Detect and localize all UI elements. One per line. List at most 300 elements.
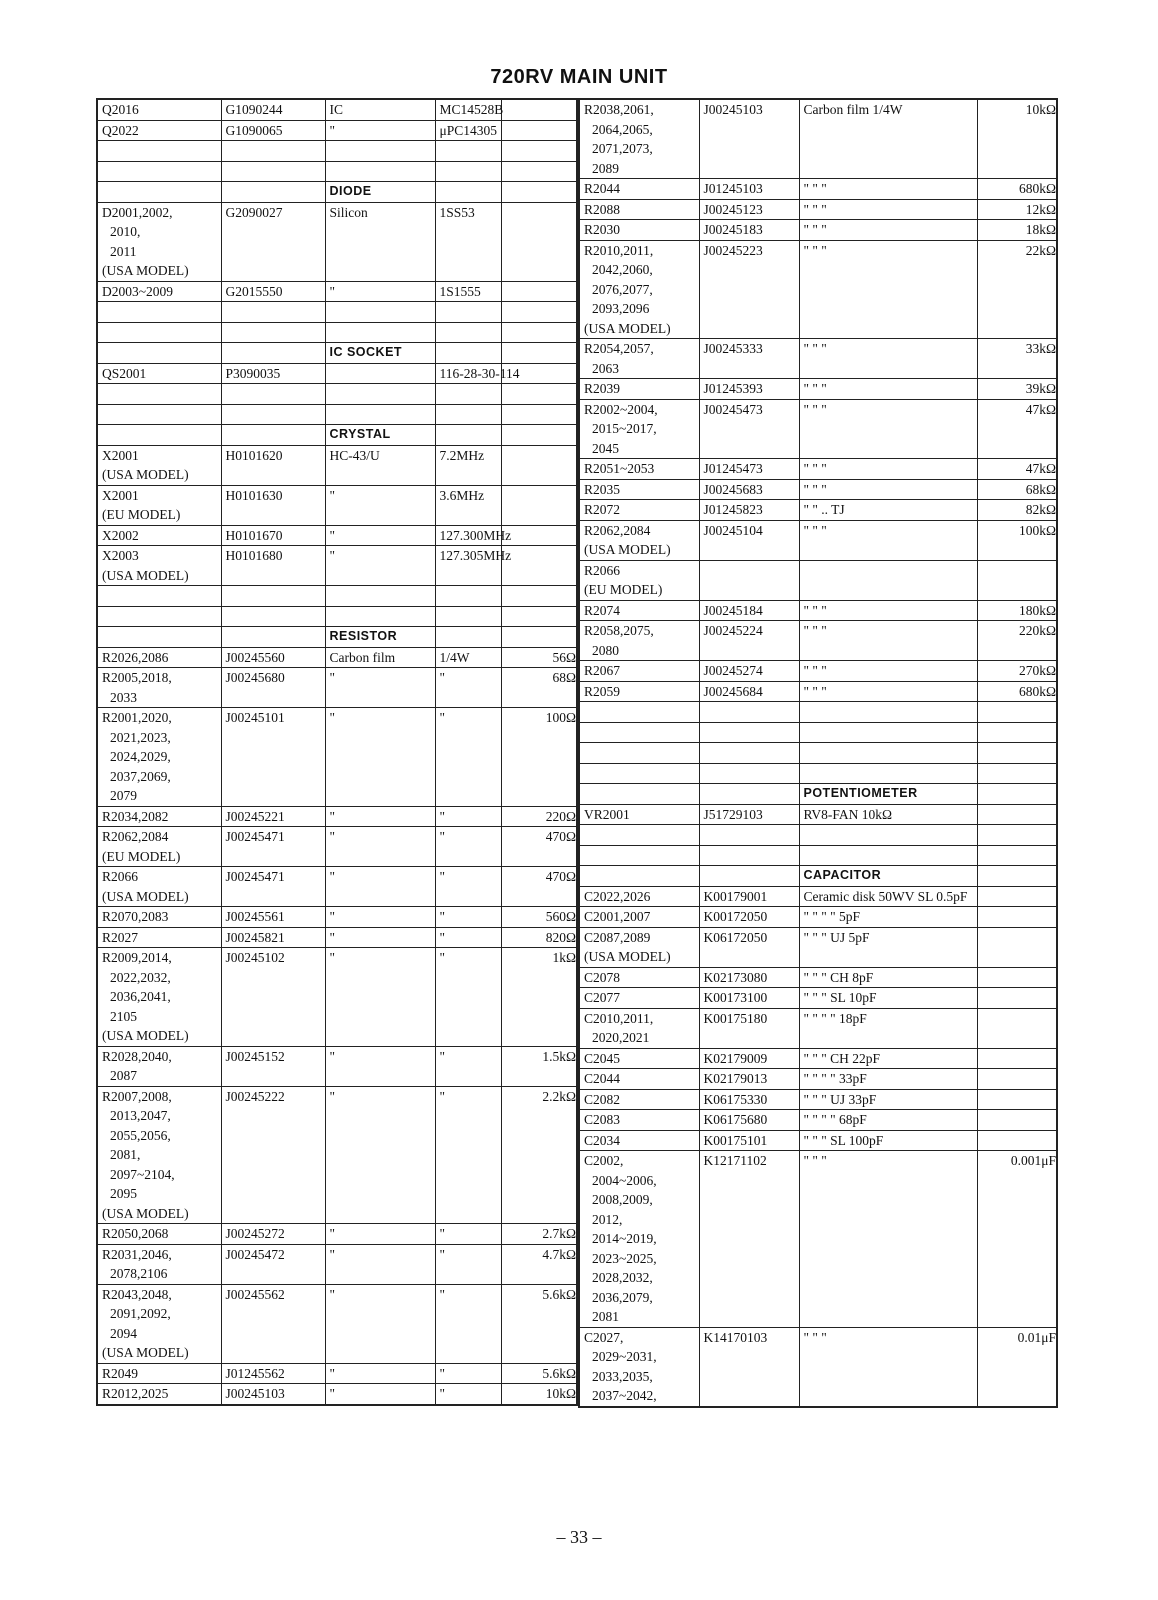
part-number-cell: J01245562 (221, 1363, 325, 1384)
description-cell: " (325, 927, 435, 948)
table-row (97, 867, 577, 887)
value-cell (977, 641, 1057, 661)
table-row (579, 299, 1057, 319)
ref-cell: 2010, (97, 222, 221, 242)
value-cell (501, 1106, 577, 1126)
spec-cell (435, 987, 501, 1007)
ref-cell: (EU MODEL) (97, 505, 221, 525)
value-cell (501, 767, 577, 787)
value-cell (977, 1347, 1057, 1367)
value-cell: 100kΩ (977, 520, 1057, 540)
description-cell (325, 987, 435, 1007)
value-cell: 33kΩ (977, 339, 1057, 359)
part-number-cell (221, 404, 325, 425)
spec-cell (435, 1007, 501, 1027)
value-cell (501, 1126, 577, 1146)
value-cell (501, 747, 577, 767)
spec-cell: " (435, 1046, 501, 1066)
ref-cell: C2087,2089 (579, 927, 699, 947)
description-cell: " " " (799, 399, 977, 419)
table-row (97, 1145, 577, 1165)
value-cell: 22kΩ (977, 240, 1057, 260)
description-cell: " " " (799, 621, 977, 641)
ref-cell: R2050,2068 (97, 1224, 221, 1245)
value-cell (501, 786, 577, 806)
table-row (97, 363, 577, 384)
part-number-cell: J00245473 (699, 399, 799, 419)
part-number-cell (221, 505, 325, 525)
table-row (97, 728, 577, 748)
value-cell (977, 825, 1057, 846)
description-cell (799, 1249, 977, 1269)
ref-cell: 2091,2092, (97, 1304, 221, 1324)
spec-cell (435, 1145, 501, 1165)
spec-cell (435, 1324, 501, 1344)
value-cell: 1.5kΩ (501, 1046, 577, 1066)
ref-cell: 2045 (579, 439, 699, 459)
part-number-cell (221, 1343, 325, 1363)
description-cell (325, 847, 435, 867)
table-row (579, 907, 1057, 928)
spec-cell (435, 425, 501, 446)
spec-cell (435, 606, 501, 627)
spec-cell (435, 847, 501, 867)
ref-cell: (EU MODEL) (579, 580, 699, 600)
ref-cell: 2079 (97, 786, 221, 806)
ref-cell: 2087 (97, 1066, 221, 1086)
value-cell (977, 159, 1057, 179)
value-cell (501, 242, 577, 262)
description-cell: Carbon film (325, 647, 435, 668)
description-cell (799, 1171, 977, 1191)
part-number-cell (699, 866, 799, 887)
description-cell (325, 566, 435, 586)
value-cell: 270kΩ (977, 661, 1057, 682)
part-number-cell (699, 319, 799, 339)
value-cell (977, 947, 1057, 967)
part-number-cell: J00245184 (699, 600, 799, 621)
ref-cell (579, 866, 699, 887)
part-number-cell (699, 540, 799, 560)
value-cell (977, 763, 1057, 784)
value-cell (501, 728, 577, 748)
description-cell: " (325, 1046, 435, 1066)
spec-cell (435, 222, 501, 242)
description-cell (799, 560, 977, 580)
table-row (97, 281, 577, 302)
value-cell: 680kΩ (977, 179, 1057, 200)
spec-cell (435, 1106, 501, 1126)
value-cell (501, 606, 577, 627)
value-cell (977, 280, 1057, 300)
value-cell: 220kΩ (977, 621, 1057, 641)
value-cell (977, 907, 1057, 928)
description-cell (799, 159, 977, 179)
description-cell (799, 1347, 977, 1367)
value-cell (977, 702, 1057, 723)
value-cell (977, 1288, 1057, 1308)
part-number-cell (699, 280, 799, 300)
ref-cell: Q2022 (97, 120, 221, 141)
description-cell (799, 139, 977, 159)
table-row (579, 500, 1057, 521)
table-row (97, 847, 577, 867)
description-cell: " " " UJ 5pF (799, 927, 977, 947)
description-cell (799, 1288, 977, 1308)
value-cell (977, 1249, 1057, 1269)
ref-cell: R2062,2084 (579, 520, 699, 540)
part-number-cell (699, 743, 799, 764)
description-cell: " (325, 1384, 435, 1405)
description-cell (325, 1126, 435, 1146)
ref-cell: 2078,2106 (97, 1264, 221, 1284)
ref-cell (97, 425, 221, 446)
ref-cell: 2036,2041, (97, 987, 221, 1007)
description-cell: " (325, 1224, 435, 1245)
part-number-cell: J00245560 (221, 647, 325, 668)
description-cell (799, 1367, 977, 1387)
part-number-cell (221, 987, 325, 1007)
description-cell: " " " " 68pF (799, 1110, 977, 1131)
description-cell (799, 299, 977, 319)
description-cell: " " " (799, 1327, 977, 1347)
description-cell (325, 322, 435, 343)
value-cell: 220Ω (501, 806, 577, 827)
value-cell (501, 281, 577, 302)
section-heading: RESISTOR (325, 627, 435, 648)
ref-cell: R2051~2053 (579, 459, 699, 480)
table-row (97, 566, 577, 586)
value-cell (977, 580, 1057, 600)
ref-cell: (USA MODEL) (97, 1204, 221, 1224)
table-row (97, 242, 577, 262)
ref-cell (579, 743, 699, 764)
value-cell (501, 1304, 577, 1324)
spec-cell (435, 322, 501, 343)
page-title: 720RV MAIN UNIT (490, 66, 668, 88)
ref-cell: X2002 (97, 525, 221, 546)
spec-cell (435, 1304, 501, 1324)
spec-cell: " (435, 806, 501, 827)
description-cell: " " " " 5pF (799, 907, 977, 928)
value-cell (501, 1343, 577, 1363)
ref-cell (97, 161, 221, 182)
part-number-cell (221, 1066, 325, 1086)
ref-cell: 2014~2019, (579, 1229, 699, 1249)
ref-cell: R2001,2020, (97, 708, 221, 728)
part-number-cell: J00245101 (221, 708, 325, 728)
spec-cell (435, 465, 501, 485)
description-cell: " " " (799, 339, 977, 359)
ref-cell (97, 627, 221, 648)
description-cell: " " " (799, 179, 977, 200)
description-cell (325, 688, 435, 708)
section-heading: DIODE (325, 182, 435, 203)
description-cell (325, 161, 435, 182)
ref-cell: (USA MODEL) (579, 319, 699, 339)
ref-cell: 2036,2079, (579, 1288, 699, 1308)
table-row (579, 967, 1057, 988)
table-row (579, 1229, 1057, 1249)
part-number-cell (221, 302, 325, 323)
description-cell (799, 260, 977, 280)
spec-cell (435, 161, 501, 182)
ref-cell: (USA MODEL) (97, 566, 221, 586)
part-number-cell (221, 1264, 325, 1284)
value-cell (977, 299, 1057, 319)
spec-cell (435, 1264, 501, 1284)
table-row (579, 641, 1057, 661)
part-number-cell: J00245471 (221, 867, 325, 887)
value-cell (501, 586, 577, 607)
table-row (579, 1028, 1057, 1048)
value-cell: 18kΩ (977, 220, 1057, 241)
ref-cell: 2042,2060, (579, 260, 699, 280)
spec-cell (435, 1126, 501, 1146)
table-row (579, 784, 1057, 805)
table-row (97, 1066, 577, 1086)
part-number-cell: K02179013 (699, 1069, 799, 1090)
ref-cell: R2044 (579, 179, 699, 200)
part-number-cell: J01245473 (699, 459, 799, 480)
table-row (97, 261, 577, 281)
table-row (97, 161, 577, 182)
table-row (579, 399, 1057, 419)
ref-cell: 2063 (579, 359, 699, 379)
part-number-cell: G2015550 (221, 281, 325, 302)
part-number-cell (221, 1324, 325, 1344)
part-number-cell: K14170103 (699, 1327, 799, 1347)
ref-cell: C2077 (579, 988, 699, 1009)
value-cell (501, 627, 577, 648)
value-cell (501, 1007, 577, 1027)
value-cell (501, 120, 577, 141)
value-cell: 68kΩ (977, 479, 1057, 500)
description-cell: " " " (799, 199, 977, 220)
table-row (97, 627, 577, 648)
description-cell (799, 947, 977, 967)
ref-cell (579, 845, 699, 866)
ref-cell: 2013,2047, (97, 1106, 221, 1126)
table-row (97, 907, 577, 928)
part-number-cell: K00175180 (699, 1008, 799, 1028)
part-number-cell: H0101630 (221, 485, 325, 505)
part-number-cell (699, 359, 799, 379)
value-cell: 680kΩ (977, 681, 1057, 702)
ref-cell: R2038,2061, (579, 99, 699, 120)
table-row (97, 1086, 577, 1106)
table-row (579, 580, 1057, 600)
section-heading: IC SOCKET (325, 343, 435, 364)
description-cell (325, 586, 435, 607)
ref-cell: R2088 (579, 199, 699, 220)
value-cell: 68Ω (501, 668, 577, 688)
table-row (579, 1190, 1057, 1210)
description-cell: " " " (799, 220, 977, 241)
spec-cell (435, 302, 501, 323)
description-cell (325, 1184, 435, 1204)
table-row (97, 806, 577, 827)
spec-cell (435, 566, 501, 586)
spec-cell: " (435, 708, 501, 728)
part-number-cell (221, 1145, 325, 1165)
table-row (579, 1347, 1057, 1367)
spec-cell: 1S1555 (435, 281, 501, 302)
spec-cell (435, 1343, 501, 1363)
description-cell: " (325, 281, 435, 302)
spec-cell (435, 343, 501, 364)
table-row (97, 968, 577, 988)
value-cell: 5.6kΩ (501, 1284, 577, 1304)
description-cell (799, 1307, 977, 1327)
parts-table-left (96, 98, 578, 1406)
table-row (579, 845, 1057, 866)
ref-cell: 2021,2023, (97, 728, 221, 748)
description-cell (799, 280, 977, 300)
table-row (579, 359, 1057, 379)
value-cell (501, 161, 577, 182)
spec-cell (435, 586, 501, 607)
part-number-cell (699, 825, 799, 846)
spec-cell (435, 141, 501, 162)
ref-cell: R2062,2084 (97, 827, 221, 847)
description-cell: " " " SL 10pF (799, 988, 977, 1009)
description-cell (799, 319, 977, 339)
value-cell (977, 1069, 1057, 1090)
table-row (579, 825, 1057, 846)
value-cell: 2.2kΩ (501, 1086, 577, 1106)
part-number-cell: J51729103 (699, 804, 799, 825)
description-cell (799, 763, 977, 784)
description-cell: " (325, 668, 435, 688)
table-row (579, 540, 1057, 560)
ref-cell: 2093,2096 (579, 299, 699, 319)
description-cell: " " " (799, 1151, 977, 1171)
value-cell (501, 987, 577, 1007)
table-row (579, 1008, 1057, 1028)
part-number-cell: J00245183 (699, 220, 799, 241)
value-cell (501, 1264, 577, 1284)
value-cell: 1kΩ (501, 948, 577, 968)
part-number-cell (699, 1347, 799, 1367)
value-cell (977, 139, 1057, 159)
spec-cell: " (435, 1244, 501, 1264)
ref-cell: 2012, (579, 1210, 699, 1230)
part-number-cell (221, 1007, 325, 1027)
value-cell (977, 988, 1057, 1009)
part-number-cell: G1090244 (221, 99, 325, 120)
ref-cell: R2066 (579, 560, 699, 580)
part-number-cell (699, 1190, 799, 1210)
ref-cell: R2074 (579, 600, 699, 621)
ref-cell: (USA MODEL) (97, 1343, 221, 1363)
part-number-cell (699, 1367, 799, 1387)
part-number-cell: J00245104 (699, 520, 799, 540)
value-cell: 10kΩ (501, 1384, 577, 1405)
ref-cell: R2030 (579, 220, 699, 241)
spec-cell (435, 688, 501, 708)
value-cell (977, 1210, 1057, 1230)
ref-cell: R2027 (97, 927, 221, 948)
table-row (579, 199, 1057, 220)
ref-cell: C2045 (579, 1048, 699, 1069)
value-cell: 820Ω (501, 927, 577, 948)
table-row (579, 661, 1057, 682)
description-cell: RV8-FAN 10kΩ (799, 804, 977, 825)
spec-cell: 3.6MHz (435, 485, 501, 505)
value-cell (977, 967, 1057, 988)
part-number-cell (221, 566, 325, 586)
part-number-cell: J00245274 (699, 661, 799, 682)
part-number-cell (221, 627, 325, 648)
spec-cell: " (435, 867, 501, 887)
description-cell (325, 786, 435, 806)
table-row (579, 439, 1057, 459)
part-number-cell: J01245103 (699, 179, 799, 200)
ref-cell: 2004~2006, (579, 1171, 699, 1191)
description-cell (799, 1268, 977, 1288)
value-cell: 82kΩ (977, 500, 1057, 521)
table-row (97, 767, 577, 787)
spec-cell: 116-28-30-114 (435, 363, 501, 384)
spec-cell (435, 968, 501, 988)
ref-cell: (USA MODEL) (97, 261, 221, 281)
value-cell (977, 419, 1057, 439)
ref-cell (579, 784, 699, 805)
spec-cell: 1/4W (435, 647, 501, 668)
ref-cell (97, 302, 221, 323)
table-row (579, 459, 1057, 480)
value-cell: 470Ω (501, 867, 577, 887)
page-number: – 33 – (556, 1527, 602, 1547)
table-row (97, 222, 577, 242)
spec-cell (435, 182, 501, 203)
ref-cell: R2009,2014, (97, 948, 221, 968)
part-number-cell: K02179009 (699, 1048, 799, 1069)
part-number-cell (221, 586, 325, 607)
part-number-cell (221, 606, 325, 627)
ref-cell: (EU MODEL) (97, 847, 221, 867)
table-row (97, 120, 577, 141)
description-cell (799, 1028, 977, 1048)
part-number-cell (221, 1165, 325, 1185)
part-number-cell (221, 384, 325, 405)
description-cell: " " .. TJ (799, 500, 977, 521)
value-cell (501, 1324, 577, 1344)
part-number-cell: H0101620 (221, 445, 325, 465)
table-row (97, 99, 577, 120)
description-cell (325, 302, 435, 323)
ref-cell: C2044 (579, 1069, 699, 1090)
table-row (97, 1363, 577, 1384)
part-number-cell (221, 1026, 325, 1046)
table-row (97, 1384, 577, 1405)
table-row (97, 688, 577, 708)
table-row (579, 722, 1057, 743)
description-cell (799, 419, 977, 439)
part-number-cell (221, 465, 325, 485)
ref-cell: R2067 (579, 661, 699, 682)
ref-cell (97, 586, 221, 607)
value-cell (501, 222, 577, 242)
description-cell: " " " UJ 33pF (799, 1089, 977, 1110)
table-row (579, 1288, 1057, 1308)
value-cell (977, 1307, 1057, 1327)
value-cell (977, 120, 1057, 140)
ref-cell: 2064,2065, (579, 120, 699, 140)
part-number-cell (221, 1204, 325, 1224)
ref-cell: (USA MODEL) (97, 1026, 221, 1046)
